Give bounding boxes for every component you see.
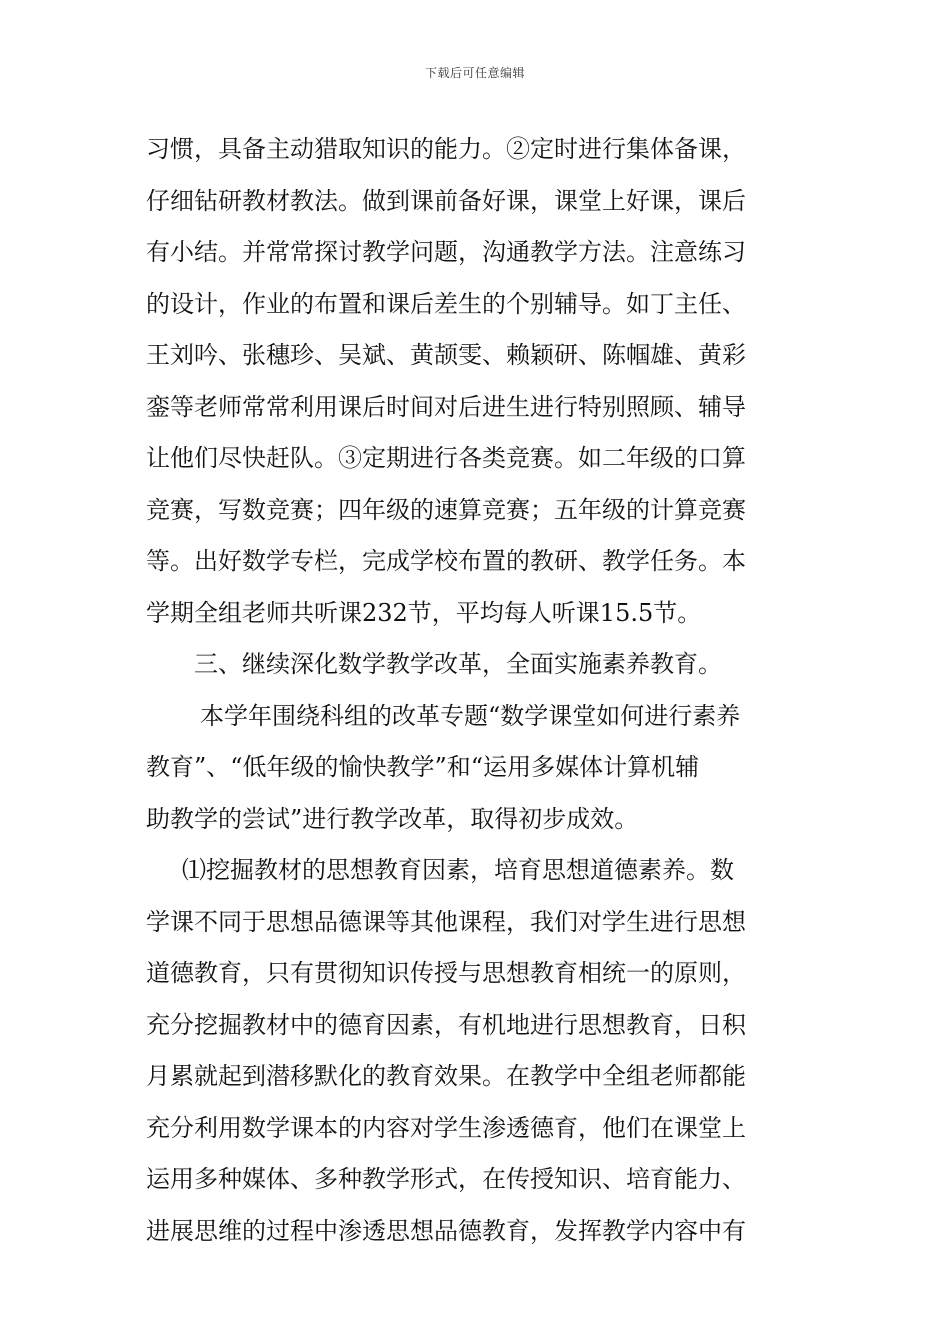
text-line: 充分利用数学课本的内容对学生渗透德育，他们在课堂上	[146, 1113, 746, 1142]
text-line: 充分挖掘教材中的德育因素，有机地进行思想教育，日积	[146, 1010, 746, 1039]
text-line: 运用多种媒体、多种教学形式，在传授知识、培育能力、	[146, 1165, 746, 1193]
text-line: 学期全组老师共听课232节，平均每人听课15.5节。	[146, 598, 702, 627]
paragraph-start: ⑴挖掘教材的思想教育因素，培育思想道德素养。数	[182, 856, 734, 884]
text-line: 教育”、“低年级的愉快教学”和“运用多媒体计算机辅	[146, 753, 700, 781]
text-line: 的设计，作业的布置和课后差生的个别辅导。如丁主任、	[146, 289, 746, 318]
text-line: 习惯，具备主动猎取知识的能力。②定时进行集体备课，	[146, 135, 746, 163]
text-line: 月累就起到潜移默化的教育效果。在教学中全组老师都能	[146, 1062, 746, 1090]
text-line: 道德教育，只有贯彻知识传授与思想教育相统一的原则，	[146, 959, 746, 987]
text-line: 銮等老师常常利用课后时间对后进生进行特别照顾、辅导	[146, 392, 746, 421]
text-line: 学课不同于思想品德课等其他课程，我们对学生进行思想	[146, 907, 746, 936]
text-line: 让他们尽快赶队。③定期进行各类竞赛。如二年级的口算	[146, 444, 746, 472]
page-header: 下载后可任意编辑	[424, 66, 525, 80]
text-line: 进展思维的过程中渗透思想品德教育，发挥教学内容中有	[146, 1216, 746, 1245]
text-line: 助教学的尝试”进行教学改革，取得初步成效。	[146, 804, 639, 833]
section-heading: 三、继续深化数学教学改革，全面实施素养教育。	[194, 650, 722, 678]
body-text	[146, 124, 810, 1257]
paragraph-start: 本学年围绕科组的改革专题“数学课堂如何进行素养	[200, 701, 741, 730]
text-line: 等。出好数学专栏，完成学校布置的教研、教学任务。本	[146, 547, 746, 575]
text-line: 王刘吟、张穗珍、吴斌、黄颉雯、赖颖研、陈帼雄、黄彩	[146, 341, 746, 369]
text-line: 有小结。并常常探讨教学问题，沟通教学方法。注意练习	[146, 238, 746, 266]
text-line: 竞赛，写数竞赛；四年级的速算竞赛；五年级的计算竞赛	[146, 495, 746, 524]
text-line: 仔细钻研教材教法。做到课前备好课，课堂上好课，课后	[146, 186, 746, 215]
